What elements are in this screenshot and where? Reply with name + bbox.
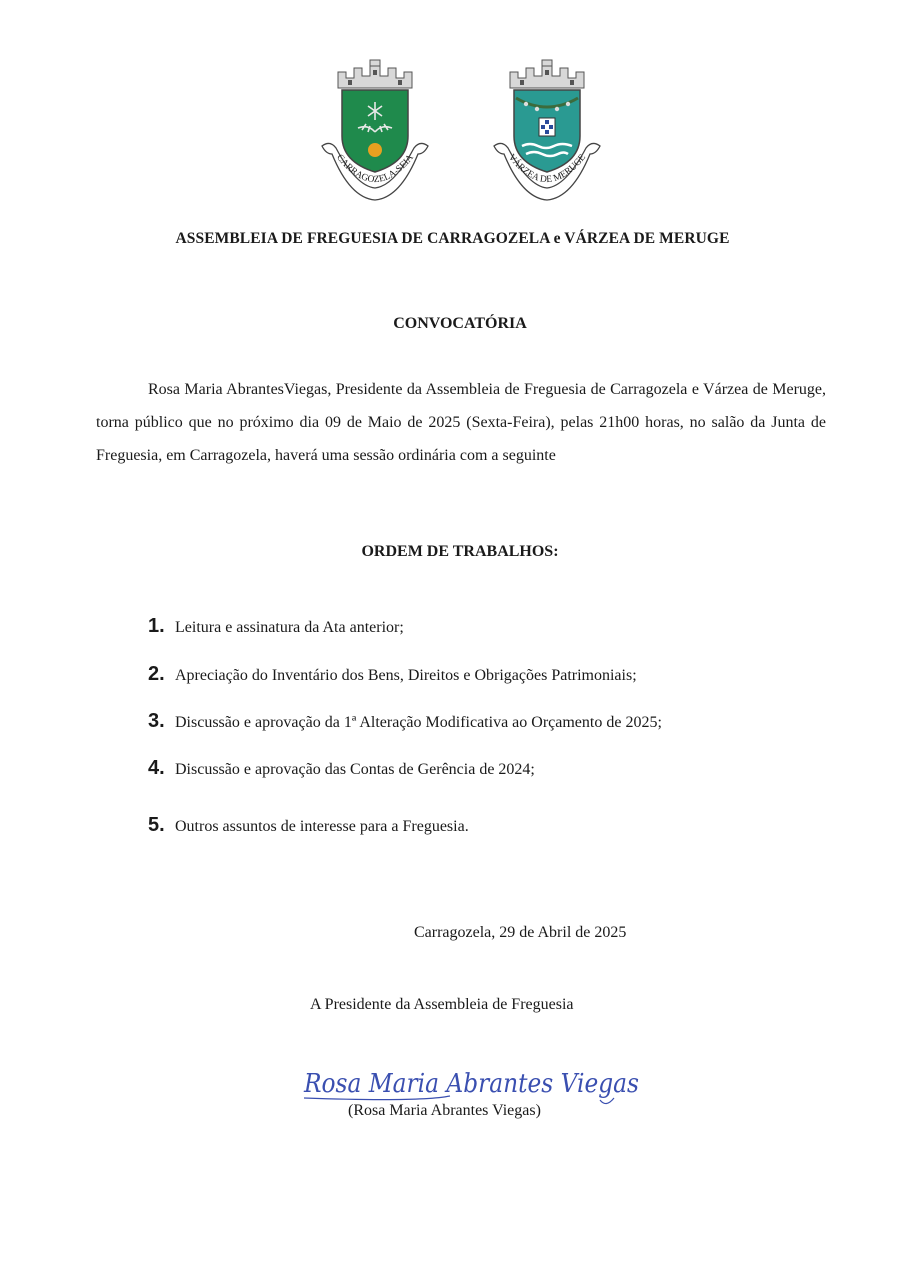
agenda-item-text: Discussão e aprovação das Contas de Gerência de 2024; (175, 761, 535, 778)
signatory-role: A Presidente da Assembleia de Freguesia (310, 996, 574, 1013)
varzea-de-meruge-coat-of-arms (482, 58, 612, 208)
agenda-item (148, 615, 404, 638)
agenda-item (148, 757, 535, 780)
agenda-item (148, 663, 637, 686)
agenda-item-text: Apreciação do Inventário dos Bens, Direitos e Obrigações Patrimoniais; (175, 667, 637, 684)
agenda-item-text: Discussão e aprovação da 1ª Alteração Modificativa ao Orçamento de 2025; (175, 714, 662, 731)
varzea-de-meruge-crest-icon (482, 58, 612, 208)
place-and-date: Carragozela, 29 de Abril de 2025 (414, 924, 627, 941)
signer-name: (Rosa Maria Abrantes Viegas) (348, 1102, 541, 1119)
agenda-item-text: Outros assuntos de interesse para a Freguesia. (175, 818, 469, 835)
document-title: CONVOCATÓRIA (393, 315, 527, 332)
convocation-text: Rosa Maria AbrantesViegas, Presidente da Assembleia de Freguesia de Carragozela e Várzea de Meruge, torna público que no próximo dia 09 de Maio de 2025 (Sexta-Feira), pelas 21h00 horas, no salão da Junta de Freguesia, em Carragozela, haverá uma sessão ordinária com a seguinte (96, 381, 826, 464)
agenda-item (148, 814, 469, 837)
varzea-crest-caption: VÁRZEA DE MERUGE (505, 152, 589, 186)
agenda-item-number: 1. (148, 615, 165, 637)
carragozela-crest-caption: CARRAGOZELA-SEIA (334, 152, 416, 186)
agenda-item-number: 3. (148, 710, 165, 732)
agenda-item-number: 4. (148, 757, 165, 779)
carragozela-crest-icon (310, 58, 440, 208)
signature-script: Rosa Maria Abrantes Viegas (303, 1069, 639, 1099)
agenda-item-text: Leitura e assinatura da Ata anterior; (175, 619, 404, 636)
carragozela-coat-of-arms (310, 58, 440, 208)
agenda-item-number: 5. (148, 814, 165, 836)
agenda-item (148, 710, 662, 733)
assembly-heading: ASSEMBLEIA DE FREGUESIA DE CARRAGOZELA e VÁRZEA DE MERUGE (175, 230, 730, 247)
convocation-paragraph (96, 373, 826, 472)
agenda-item-number: 2. (148, 663, 165, 685)
agenda-title: ORDEM DE TRABALHOS: (361, 543, 559, 560)
